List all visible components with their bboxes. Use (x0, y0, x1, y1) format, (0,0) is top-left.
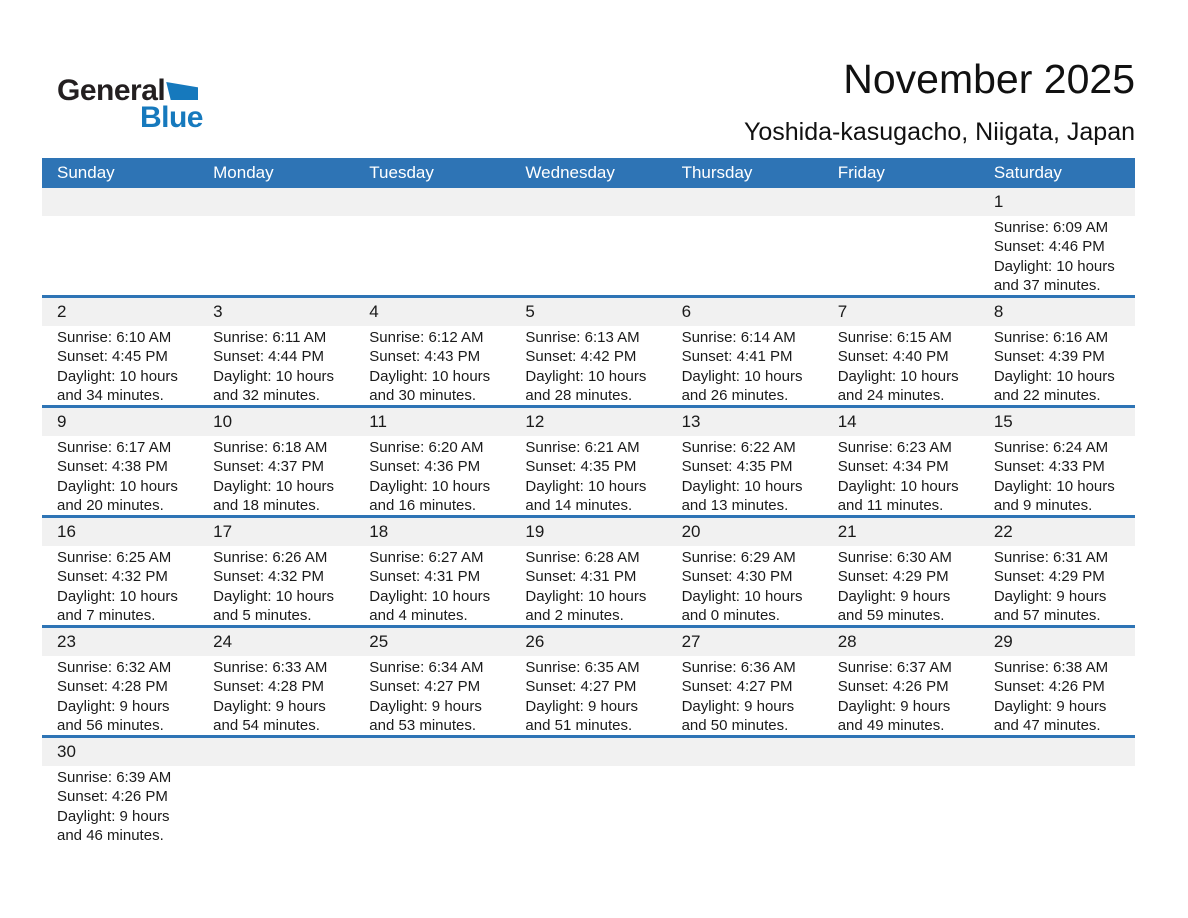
day-number (198, 738, 354, 766)
weekday-label: Saturday (993, 163, 1062, 182)
empty-day-cell (979, 766, 1135, 846)
day-info-line: and 0 minutes. (681, 607, 780, 625)
day-number (42, 188, 198, 216)
day-cell (354, 546, 510, 626)
day-info-line: Daylight: 10 hours (369, 367, 491, 385)
day-cell (354, 326, 510, 406)
day-info-line: Sunset: 4:41 PM (681, 348, 793, 366)
day-cell (667, 546, 823, 626)
day-info-line: Sunset: 4:39 PM (993, 348, 1105, 366)
day-info-line: Sunset: 4:31 PM (369, 568, 481, 586)
week-row (42, 738, 1135, 845)
day-number (198, 188, 354, 216)
day-info-line: and 22 minutes. (993, 387, 1101, 405)
day-info-line: Daylight: 10 hours (993, 477, 1115, 495)
day-info-line: Sunrise: 6:34 AM (369, 659, 484, 676)
day-info-line: and 16 minutes. (369, 497, 477, 515)
day-info-line: and 14 minutes. (525, 497, 633, 515)
day-info-line: and 46 minutes. (57, 827, 164, 845)
day-cell (198, 436, 354, 516)
day-number: 27 (681, 632, 701, 651)
day-info-line: Daylight: 10 hours (993, 367, 1115, 385)
day-info-line: Daylight: 10 hours (681, 587, 803, 605)
day-info-line: Sunset: 4:28 PM (57, 678, 168, 696)
day-info-line: Sunset: 4:28 PM (213, 678, 325, 696)
day-info-line: and 4 minutes. (369, 607, 468, 625)
day-info-line: Sunset: 4:29 PM (993, 568, 1105, 586)
day-number-strip (42, 298, 1135, 326)
day-info-line: Daylight: 9 hours (993, 697, 1107, 715)
day-number: 4 (369, 302, 379, 321)
day-info-line: Sunrise: 6:31 AM (993, 549, 1109, 566)
day-cell (979, 656, 1135, 736)
logo-triangle-icon (166, 82, 198, 100)
day-number: 26 (525, 632, 545, 651)
day-cell (42, 656, 198, 736)
day-number: 17 (213, 522, 233, 541)
day-info-line: Daylight: 10 hours (213, 367, 335, 385)
empty-day-cell (510, 216, 666, 296)
weekday-label: Thursday (681, 163, 753, 182)
day-number: 3 (213, 302, 223, 321)
day-cell (979, 436, 1135, 516)
day-number-strip (42, 628, 1135, 656)
day-number: 5 (525, 302, 535, 321)
day-cell (667, 436, 823, 516)
day-number (979, 738, 1135, 766)
day-info-line: Sunset: 4:34 PM (837, 458, 949, 476)
week-row (42, 188, 1135, 298)
day-number (823, 188, 979, 216)
day-number: 20 (681, 522, 701, 541)
day-info-line: Sunset: 4:26 PM (993, 678, 1105, 696)
day-number-strip (42, 408, 1135, 436)
day-cell (823, 436, 979, 516)
empty-day-cell (667, 216, 823, 296)
week-row (42, 518, 1135, 628)
day-number: 10 (213, 412, 233, 431)
day-info-line: Daylight: 9 hours (213, 697, 326, 715)
day-number: 15 (993, 412, 1013, 431)
day-info-line: Daylight: 10 hours (57, 477, 178, 495)
day-info-line: and 2 minutes. (525, 607, 624, 625)
day-cell (823, 656, 979, 736)
empty-day-cell (198, 766, 354, 846)
day-number: 7 (837, 302, 848, 321)
day-number (510, 188, 666, 216)
empty-day-cell (354, 766, 510, 846)
day-cell (979, 216, 1135, 296)
day-info-line: and 11 minutes. (837, 497, 944, 515)
day-number (354, 738, 510, 766)
logo-text-general: General (57, 74, 166, 107)
day-info-line: Daylight: 9 hours (837, 587, 951, 605)
day-number: 14 (837, 412, 857, 431)
weekday-header (42, 158, 1135, 188)
day-cell (198, 326, 354, 406)
day-info-line: Sunrise: 6:16 AM (993, 329, 1109, 346)
day-info-line: Sunset: 4:40 PM (837, 348, 949, 366)
weekday-label: Monday (213, 163, 274, 182)
day-info-line: Daylight: 9 hours (57, 697, 170, 715)
empty-day-cell (198, 216, 354, 296)
day-number-strip (42, 188, 1135, 216)
day-info-line: Sunset: 4:35 PM (681, 458, 793, 476)
day-cell (42, 436, 198, 516)
day-info-line: and 49 minutes. (837, 717, 945, 735)
day-info-line: Sunset: 4:33 PM (993, 458, 1105, 476)
day-cell (354, 436, 510, 516)
day-info-line: and 57 minutes. (993, 607, 1101, 625)
day-info-line: Daylight: 9 hours (369, 697, 482, 715)
day-info-line: Daylight: 9 hours (525, 697, 638, 715)
day-info-line: Sunset: 4:27 PM (525, 678, 637, 696)
day-info-line: Sunrise: 6:36 AM (681, 659, 796, 676)
week-row (42, 628, 1135, 738)
day-info-line: Sunset: 4:27 PM (681, 678, 793, 696)
day-info-line: and 20 minutes. (57, 497, 164, 515)
week-body (42, 326, 1135, 405)
day-info-line: Sunset: 4:42 PM (525, 348, 637, 366)
day-info-line: and 28 minutes. (525, 387, 633, 405)
day-info-line: Daylight: 10 hours (525, 367, 647, 385)
day-info-line: Sunset: 4:35 PM (525, 458, 637, 476)
day-number: 13 (681, 412, 701, 431)
day-info-line: Daylight: 10 hours (57, 367, 178, 385)
logo-text-blue: Blue (139, 101, 203, 134)
day-info-line: Sunset: 4:26 PM (57, 788, 168, 806)
day-info-line: Sunset: 4:37 PM (213, 458, 325, 476)
day-number (667, 738, 823, 766)
day-number: 24 (213, 632, 233, 651)
day-cell (510, 656, 666, 736)
day-info-line: Sunset: 4:38 PM (57, 458, 168, 476)
day-info-line: Sunrise: 6:28 AM (525, 549, 640, 566)
day-cell (42, 766, 198, 846)
day-info-line: Sunrise: 6:21 AM (525, 439, 640, 456)
day-info-line: Daylight: 10 hours (213, 587, 335, 605)
day-info-line: Sunrise: 6:15 AM (837, 329, 952, 346)
day-info-line: Sunrise: 6:39 AM (57, 769, 172, 786)
day-info-line: and 32 minutes. (213, 387, 320, 405)
day-info-line: Sunset: 4:43 PM (369, 348, 481, 366)
page-title: November 2025 (843, 56, 1135, 102)
day-number (510, 738, 666, 766)
day-number: 19 (525, 522, 545, 541)
day-number: 8 (993, 302, 1004, 321)
day-number: 2 (57, 302, 67, 321)
day-number: 9 (57, 412, 67, 431)
day-cell (510, 326, 666, 406)
day-info-line: Sunset: 4:26 PM (837, 678, 949, 696)
day-info-line: and 34 minutes. (57, 387, 164, 405)
page-subtitle: Yoshida-kasugacho, Niigata, Japan (743, 118, 1135, 146)
day-number (667, 188, 823, 216)
calendar-weeks (42, 188, 1135, 845)
day-info-line: Daylight: 10 hours (681, 477, 803, 495)
calendar (42, 158, 1135, 845)
day-info-line: Sunrise: 6:38 AM (993, 659, 1109, 676)
day-info-line: Sunrise: 6:27 AM (369, 549, 484, 566)
day-info-line: Sunset: 4:44 PM (213, 348, 325, 366)
weekday-label: Wednesday (525, 163, 615, 182)
empty-day-cell (823, 216, 979, 296)
day-number: 25 (369, 632, 389, 651)
day-info-line: and 47 minutes. (993, 717, 1101, 735)
day-info-line: Daylight: 10 hours (369, 587, 491, 605)
day-number: 21 (837, 522, 857, 541)
day-info-line: Sunrise: 6:14 AM (681, 329, 796, 346)
day-info-line: Daylight: 10 hours (681, 367, 803, 385)
weekday-label: Tuesday (369, 163, 434, 182)
day-info-line: Sunrise: 6:24 AM (993, 439, 1109, 456)
day-info-line: Sunrise: 6:23 AM (837, 439, 952, 456)
week-row (42, 408, 1135, 518)
day-cell (979, 546, 1135, 626)
day-info-line: and 30 minutes. (369, 387, 477, 405)
day-info-line: and 7 minutes. (57, 607, 156, 625)
day-cell (823, 326, 979, 406)
empty-day-cell (42, 216, 198, 296)
day-info-line: Sunrise: 6:35 AM (525, 659, 640, 676)
day-info-line: Sunrise: 6:18 AM (213, 439, 328, 456)
day-info-line: Daylight: 9 hours (681, 697, 795, 715)
day-info-line: Daylight: 10 hours (369, 477, 491, 495)
day-info-line: Daylight: 10 hours (57, 587, 178, 605)
day-number: 18 (369, 522, 389, 541)
day-number: 28 (837, 632, 857, 651)
day-info-line: Sunset: 4:46 PM (993, 238, 1105, 256)
day-info-line: and 18 minutes. (213, 497, 320, 515)
day-number (354, 188, 510, 216)
day-info-line: Sunset: 4:36 PM (369, 458, 481, 476)
day-info-line: Sunrise: 6:10 AM (57, 329, 172, 346)
day-info-line: Sunrise: 6:33 AM (213, 659, 328, 676)
day-info-line: and 50 minutes. (681, 717, 789, 735)
week-row (42, 298, 1135, 408)
weekday-label: Sunday (57, 163, 115, 182)
day-info-line: Daylight: 10 hours (525, 477, 647, 495)
general-blue-logo (57, 74, 207, 135)
day-info-line: Sunset: 4:32 PM (213, 568, 325, 586)
day-info-line: and 59 minutes. (837, 607, 945, 625)
day-info-line: Daylight: 9 hours (837, 697, 951, 715)
day-cell (979, 326, 1135, 406)
day-info-line: and 13 minutes. (681, 497, 789, 515)
day-info-line: Sunrise: 6:29 AM (681, 549, 796, 566)
day-cell (42, 326, 198, 406)
day-info-line: and 53 minutes. (369, 717, 477, 735)
day-cell (510, 436, 666, 516)
day-number: 29 (993, 632, 1013, 651)
day-cell (667, 326, 823, 406)
day-info-line: and 24 minutes. (837, 387, 945, 405)
week-body (42, 766, 1135, 845)
day-info-line: Sunrise: 6:32 AM (57, 659, 172, 676)
day-info-line: Daylight: 9 hours (57, 807, 170, 825)
day-cell (42, 546, 198, 626)
empty-day-cell (667, 766, 823, 846)
day-number: 16 (57, 522, 76, 541)
day-info-line: Sunrise: 6:37 AM (837, 659, 952, 676)
day-number: 1 (993, 192, 1004, 211)
day-number: 12 (525, 412, 545, 431)
day-info-line: Sunset: 4:30 PM (681, 568, 793, 586)
day-number (823, 738, 979, 766)
week-body (42, 216, 1135, 295)
weekday-label: Friday (837, 163, 885, 182)
day-info-line: and 37 minutes. (993, 277, 1101, 295)
day-info-line: Sunset: 4:29 PM (837, 568, 949, 586)
day-info-line: Sunrise: 6:11 AM (213, 329, 327, 346)
day-number-strip (42, 738, 1135, 766)
day-info-line: Sunrise: 6:25 AM (57, 549, 172, 566)
day-info-line: and 51 minutes. (525, 717, 633, 735)
day-cell (354, 656, 510, 736)
day-number: 23 (57, 632, 76, 651)
day-info-line: Daylight: 10 hours (837, 367, 959, 385)
day-info-line: Sunrise: 6:26 AM (213, 549, 328, 566)
day-info-line: Sunset: 4:45 PM (57, 348, 168, 366)
day-cell (823, 546, 979, 626)
week-body (42, 546, 1135, 625)
day-cell (510, 546, 666, 626)
day-info-line: Sunrise: 6:22 AM (681, 439, 796, 456)
empty-day-cell (510, 766, 666, 846)
day-number: 30 (57, 742, 76, 761)
day-info-line: Daylight: 10 hours (837, 477, 959, 495)
day-info-line: and 54 minutes. (213, 717, 320, 735)
day-info-line: Sunset: 4:32 PM (57, 568, 168, 586)
day-info-line: Sunrise: 6:12 AM (369, 329, 484, 346)
day-info-line: Sunset: 4:31 PM (525, 568, 637, 586)
day-info-line: Daylight: 10 hours (213, 477, 335, 495)
day-info-line: and 56 minutes. (57, 717, 164, 735)
day-number: 11 (369, 412, 387, 431)
day-cell (198, 546, 354, 626)
day-number-strip (42, 518, 1135, 546)
empty-day-cell (354, 216, 510, 296)
day-info-line: Sunrise: 6:09 AM (993, 219, 1109, 236)
empty-day-cell (823, 766, 979, 846)
day-info-line: Sunrise: 6:30 AM (837, 549, 952, 566)
day-info-line: Sunrise: 6:20 AM (369, 439, 484, 456)
day-info-line: Sunset: 4:27 PM (369, 678, 481, 696)
day-info-line: and 26 minutes. (681, 387, 789, 405)
week-body (42, 436, 1135, 515)
day-cell (198, 656, 354, 736)
day-info-line: Sunrise: 6:17 AM (57, 439, 172, 456)
day-info-line: and 5 minutes. (213, 607, 312, 625)
day-info-line: Sunrise: 6:13 AM (525, 329, 640, 346)
day-info-line: Daylight: 10 hours (993, 257, 1115, 275)
week-body (42, 656, 1135, 735)
day-info-line: Daylight: 10 hours (525, 587, 647, 605)
day-cell (667, 656, 823, 736)
day-number: 6 (681, 302, 692, 321)
day-info-line: Daylight: 9 hours (993, 587, 1107, 605)
day-number: 22 (993, 522, 1013, 541)
day-info-line: and 9 minutes. (993, 497, 1093, 515)
